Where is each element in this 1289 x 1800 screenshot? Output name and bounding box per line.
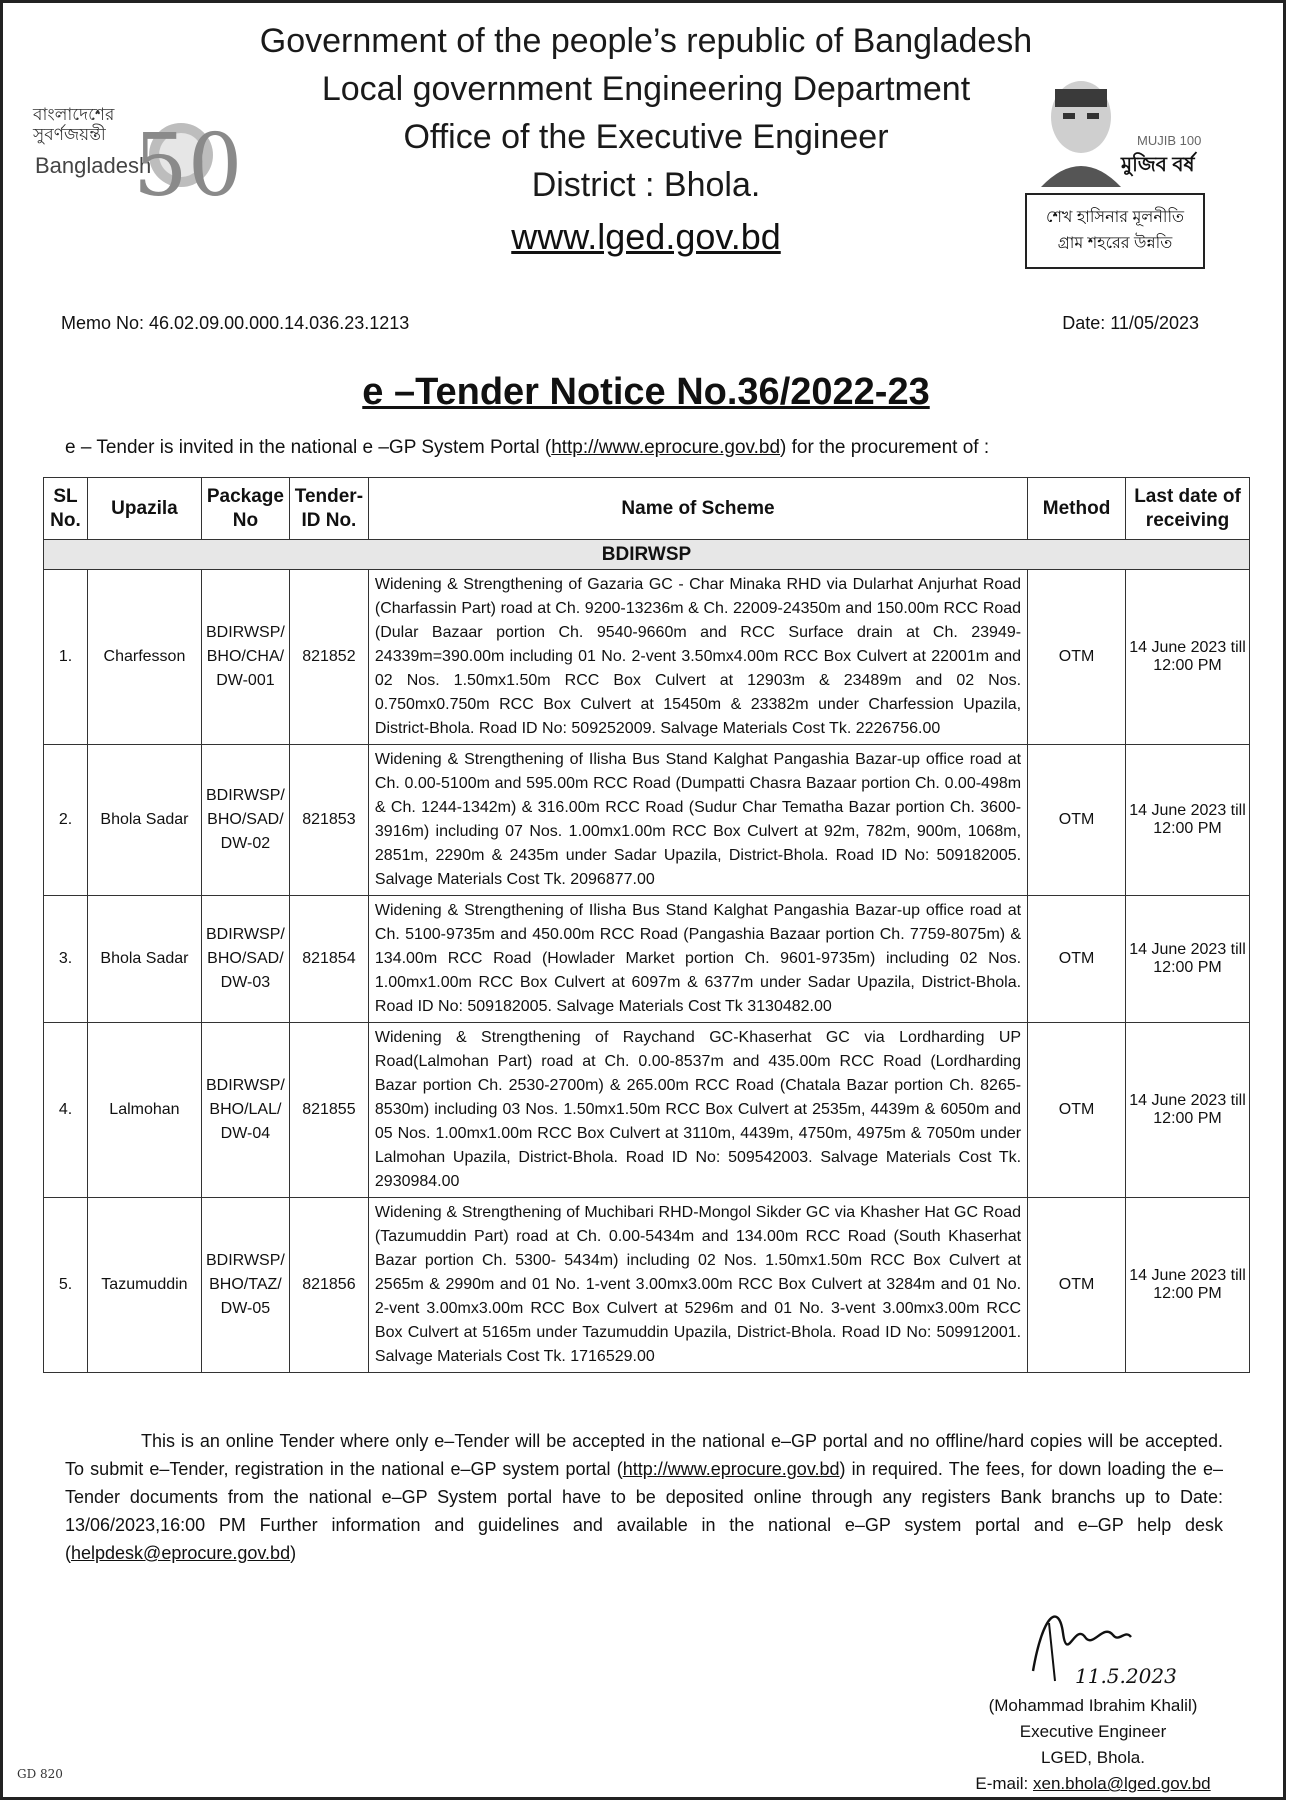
slogan-line-2: গ্রাম শহরের উন্নতি [1057,235,1173,252]
header-district: District : Bhola. [531,166,761,204]
row-tender-id: 821854 [289,896,368,1023]
header-tender-id: Tender-ID No. [289,478,368,540]
table-row [44,1198,1250,1373]
header-sl: SL No. [44,478,88,540]
header-method: Method [1028,478,1126,540]
slogan-line-1: শেখ হাসিনার মূলনীতি [1045,209,1185,226]
letterhead [3,17,1289,265]
row-sl: 3. [44,896,88,1023]
header-website-link[interactable]: www.lged.gov.bd [511,216,781,257]
signatory-designation: Executive Engineer [1019,1722,1167,1741]
table-row [44,745,1250,896]
row-scheme: Widening & Strengthening of Ilisha Bus Stand Kalghat Pangashia Bazar-up office road at Ch. 0.00-5100m and 595.00m RCC Road (Dumpatti Chasra Bazaar portion Ch. 0.00-498m & Ch. 1244-1342m) & 316.00m RCC Road (Sudur Char Tematha Bazar portion Ch. 3600-3916m) including 07 Nos. 1.00mx1.00m RCC Box Culvert at 92m, 782m, 900m, 1068m, 2851m, 2290m & 2435m under Sadar Upazila, District-Bhola. Road ID No: 509182005. Salvage Materials Cost Tk. 2096877.00 [368,745,1027,896]
row-sl: 2. [44,745,88,896]
logo-50-number: 50 [133,116,243,216]
mujib-borsho-text: মুজিব বর্ষ [1121,154,1195,176]
handwritten-signature-icon [963,1593,1223,1693]
row-method: OTM [1028,896,1126,1023]
row-last-date: 14 June 2023 till 12:00 PM [1126,745,1250,896]
row-tender-id: 821853 [289,745,368,896]
table-row [44,1023,1250,1198]
table-header-row [44,478,1250,540]
signatory-email [963,1771,1223,1797]
eprocure-link[interactable]: http://www.eprocure.gov.bd [551,437,781,458]
signature-mark [963,1593,1223,1693]
row-last-date: 14 June 2023 till 12:00 PM [1126,570,1250,745]
signature-date: 11.5.2023 [1075,1664,1177,1688]
signatory-name: (Mohammad Ibrahim Khalil) [988,1696,1198,1715]
row-upazila: Charfesson [87,570,201,745]
row-package: BDIRWSP/ BHO/SAD/ DW-03 [201,896,289,1023]
row-scheme: Widening & Strengthening of Muchibari RHD-Mongol Sikder GC via Khasher Hat GC Road (Tazumuddin Part) road at Ch. 0.00-5434m and 134.00m RCC Road (South Khaserhat Bazar portion Ch. 5300- 5434m) including 02 Nos. 1.50mx1.50m RCC Box Culvert at 2565m & 2990m and 01 No. 1-vent 3.00mx3.00m RCC Box Culvert at 3284m and 01 No. 2-vent 3.00mx3.00m RCC Box Culvert at 5296m and 01 No. 3-vent 3.00mx3.00m RCC Box Culvert at 5165m under Tazumuddin Upazila, District-Bhola. Road ID No: 509912001. Salvage Materials Cost Tk. 1716529.00 [368,1198,1027,1373]
row-package: BDIRWSP/ BHO/TAZ/ DW-05 [201,1198,289,1373]
signature-block [963,1593,1223,1797]
footer-code: GD 820 [17,1767,63,1781]
row-upazila: Bhola Sadar [87,745,201,896]
header-upazila: Upazila [87,478,201,540]
row-upazila: Tazumuddin [87,1198,201,1373]
row-method: OTM [1028,1198,1126,1373]
table-row [44,896,1250,1023]
header-office: Office of the Executive Engineer [403,118,889,156]
notice-date: Date: 11/05/2023 [1062,313,1199,333]
logo-left-bangla-text: বাংলাদেশের সুবর্ণজয়ন্তী [33,105,115,144]
tender-conditions [65,1427,1223,1567]
row-method: OTM [1028,745,1126,896]
header-last-date: Last date of receiving [1126,478,1250,540]
row-method: OTM [1028,1023,1126,1198]
header-government: Government of the people’s republic of Bangladesh [259,22,1033,60]
eprocure-link-2[interactable]: http://www.eprocure.gov.bd [622,1459,840,1479]
header-scheme: Name of Scheme [368,478,1027,540]
row-last-date: 14 June 2023 till 12:00 PM [1126,896,1250,1023]
memo-number: Memo No: 46.02.09.00.000.14.036.23.1213 [61,313,410,333]
notice-part-1: This is an online Tender where only e–Tender will be accepted in the national e–GP portal and no offline/hard copies will be accepted. To submit e–Tender, registration in the national e–GP system portal ( [65,1431,1223,1479]
row-last-date: 14 June 2023 till 12:00 PM [1126,1023,1250,1198]
header-package: Package No [201,478,289,540]
row-sl: 5. [44,1198,88,1373]
row-upazila: Bhola Sadar [87,896,201,1023]
helpdesk-email-link[interactable]: helpdesk@eprocure.gov.bd [71,1543,291,1563]
header-department: Local government Engineering Department [321,70,971,108]
row-sl: 4. [44,1023,88,1198]
notice-part-3: ) [290,1543,297,1563]
intro-before: e – Tender is invited in the national e –GP System Portal ( [65,437,552,458]
row-upazila: Lalmohan [87,1023,201,1198]
row-tender-id: 821856 [289,1198,368,1373]
tender-table [43,477,1250,1373]
row-package: BDIRWSP/ BHO/CHA/ DW-001 [201,570,289,745]
email-link[interactable]: xen.bhola@lged.gov.bd [1032,1774,1211,1793]
row-method: OTM [1028,570,1126,745]
signatory-office: LGED, Bhola. [1041,1748,1145,1767]
intro-text [65,437,989,459]
row-package: BDIRWSP/ BHO/SAD/ DW-02 [201,745,289,896]
row-tender-id: 821852 [289,570,368,745]
table-row [44,570,1250,745]
group-label: BDIRWSP [44,540,1250,570]
mujib-100-text: MUJIB 100 [1137,133,1202,148]
email-label: E-mail: [975,1774,1033,1793]
row-sl: 1. [44,570,88,745]
row-scheme: Widening & Strengthening of Ilisha Bus Stand Kalghat Pangashia Bazar-up office road at Ch. 5100-9735m and 450.00m RCC Road (Pangashia Bazaar portion Ch. 7759-8075m) & 134.00m RCC Road (Howlader Market portion Ch. 9601-9735m) including 02 Nos. 1.00mx1.00m RCC Box Culvert at 6097m & 6377m under Sadar Upazila, District-Bhola. Road ID No: 509182005. Salvage Materials Cost Tk 3130482.00 [368,896,1027,1023]
row-last-date: 14 June 2023 till 12:00 PM [1126,1198,1250,1373]
row-package: BDIRWSP/ BHO/LAL/ DW-04 [201,1023,289,1198]
notice-title: e –Tender Notice No.36/2022-23 [362,371,930,413]
row-scheme: Widening & Strengthening of Gazaria GC - Char Minaka RHD via Dularhat Anjurhat Road (Charfassin Part) road at Ch. 9200-13236m & Ch. 22009-24350m and 150.00m RCC Road (Dular Bazaar portion Ch. 9540-9660m and RCC Surface drain at Ch. 23949-24339m=390.00m including 01 No. 2-vent 3.50mx4.00m RCC Box Culvert at 22001m and 02 Nos. 1.50mx1.50m RCC Box Culvert at 12903m & 23489m and 02 Nos. 0.750mx0.750m RCC Box Culvert at 15450m & 23382m under Charfession Upazila, District-Bhola. Road ID No: 509252009. Salvage Materials Cost Tk. 2226756.00 [368,570,1027,745]
row-tender-id: 821855 [289,1023,368,1198]
row-scheme: Widening & Strengthening of Raychand GC-Khaserhat GC via Lordharding UP Road(Lalmohan Part) road at Ch. 0.00-8537m and 435.00m RCC Road (Lordharding Bazar portion Ch. 2530-2700m) & 265.00m RCC Road (Chatala Bazar portion Ch. 8265-8530m) including 03 Nos. 1.50mx1.50m RCC Box Culvert at 2535m, 4439m & 6050m and 05 Nos. 1.00mx1.00m RCC Box Culvert at 3110m, 4439m, 4750m, 4975m & 7050m under Lalmohan Upazila, District-Bhola. Road ID No: 509542003. Salvage Materials Cost Tk. 2930984.00 [368,1023,1027,1198]
group-row [44,540,1250,570]
logo-left-bangladesh-text: Bangladesh [35,153,152,178]
intro-after: ) for the procurement of : [780,437,990,458]
notice-part-2: ) in required. The fees, for down loading the e–Tender documents from the national e–GP System portal have to be deposited online through any registers Bank branchs up to Date: 13/06/2023,16:00 PM Further information and guidelines and available in the national e–GP system portal and e–GP help desk ( [65,1459,1223,1563]
